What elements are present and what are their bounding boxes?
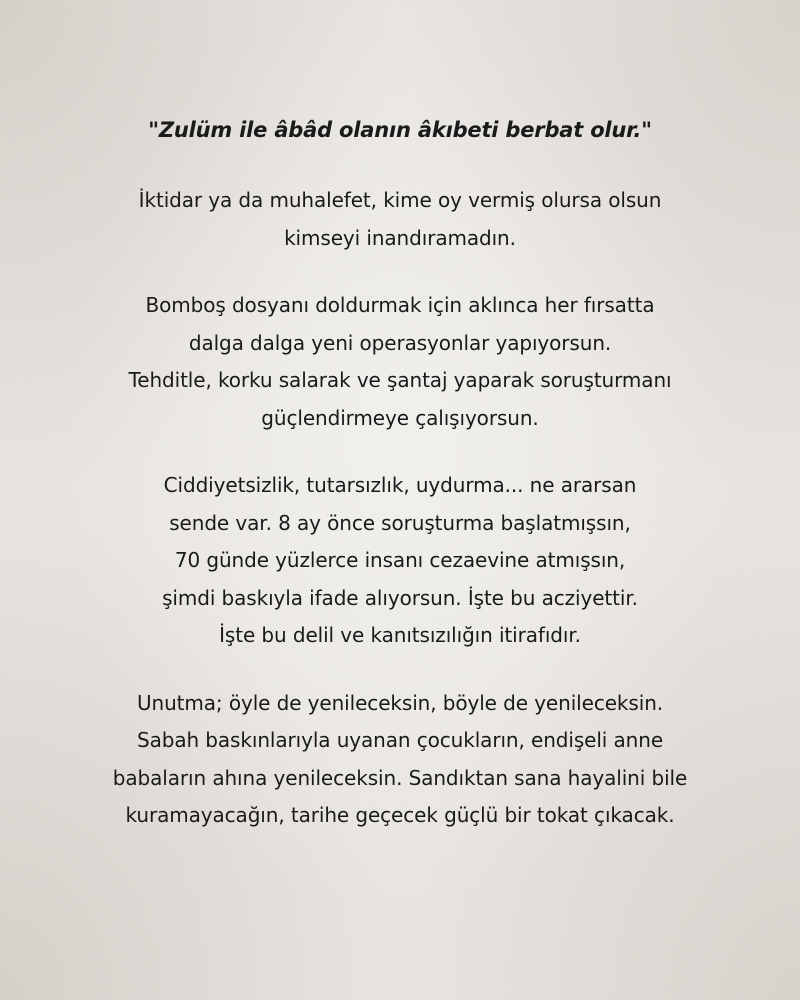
text-line: Tehditle, korku salarak ve şantaj yaparak soruşturmanı bbox=[128, 368, 672, 392]
paragraph-3 bbox=[40, 467, 760, 655]
paragraph-4 bbox=[40, 685, 760, 835]
headline-quote: "Zulüm ile âbâd olanın âkıbeti berbat olur." bbox=[148, 118, 652, 142]
text-line: kimseyi inandıramadın. bbox=[284, 225, 516, 250]
text-line: güçlendirmeye çalışıyorsun. bbox=[261, 405, 539, 430]
text-line: 70 günde yüzlerce insanı cezaevine atmışsın, bbox=[174, 548, 626, 572]
text-line: kuramayacağın, tarihe geçecek güçlü bir tokat çıkacak. bbox=[125, 803, 675, 827]
text-line: babaların ahına yenileceksin. Sandıktan sana hayalini bile bbox=[112, 765, 688, 790]
statement-text-block bbox=[40, 108, 760, 865]
text-line: Bomboş dosyanı doldurmak için aklınca her fırsatta bbox=[145, 293, 655, 317]
text-line: Ciddiyetsizlik, tutarsızlık, uydurma... ne ararsan bbox=[163, 473, 637, 497]
text-line: şimdi baskıyla ifade alıyorsun. İşte bu acziyettir. bbox=[162, 585, 638, 610]
text-line: sende var. 8 ay önce soruşturma başlatmışsın, bbox=[169, 510, 631, 535]
paragraph-2 bbox=[40, 287, 760, 437]
text-line: İşte bu delil ve kanıtsızılığın itirafıdır. bbox=[219, 623, 581, 647]
text-line: Sabah baskınlarıyla uyanan çocukların, endişeli anne bbox=[136, 728, 664, 752]
text-line: dalga dalga yeni operasyonlar yapıyorsun. bbox=[188, 330, 612, 355]
text-line: Unutma; öyle de yenileceksin, böyle de yenileceksin. bbox=[136, 690, 664, 715]
paragraph-1 bbox=[40, 182, 760, 257]
text-line: İktidar ya da muhalefet, kime oy vermiş olursa olsun bbox=[138, 188, 662, 212]
